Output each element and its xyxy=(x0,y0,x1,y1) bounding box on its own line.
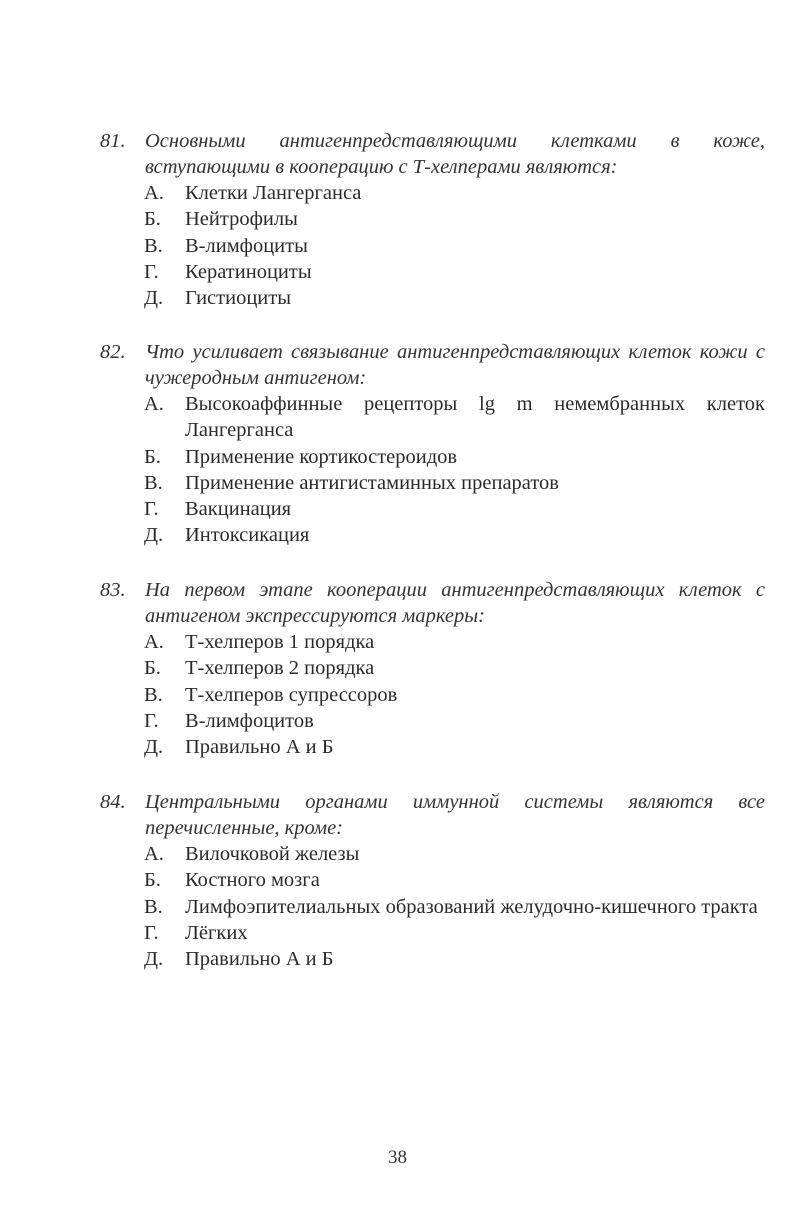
answer-text: Нейтрофилы xyxy=(185,208,298,231)
answer-text: Т-хелперов 2 порядка xyxy=(185,657,375,680)
answer-text: Применение кортикостероидов xyxy=(185,445,458,468)
answer-letter: Д. xyxy=(144,287,164,310)
answer-text: Правильно А и Б xyxy=(185,736,334,759)
answer-letter: В. xyxy=(144,234,163,257)
answer-text: Вилочковой железы xyxy=(185,843,360,865)
answer-option xyxy=(100,496,765,522)
answer-option xyxy=(100,894,765,920)
answer-letter: А. xyxy=(144,393,164,415)
answer-option xyxy=(100,444,765,470)
answer-text: Лимфоэпителиальных образований желудочно-кишечного тракта xyxy=(185,895,758,918)
question-stem xyxy=(100,339,765,391)
question-number: 81. xyxy=(100,130,126,152)
answer-text: В-лимфоцитов xyxy=(185,709,314,732)
answer-text: Лёгких xyxy=(185,921,248,944)
answer-option xyxy=(100,655,765,681)
answer-letter: Г. xyxy=(144,921,159,944)
answer-option xyxy=(100,920,765,946)
answer-letter: В. xyxy=(144,683,163,706)
answer-letter: Б. xyxy=(144,657,161,680)
answer-option xyxy=(100,470,765,496)
answer-text: Кератиноциты xyxy=(185,260,312,283)
question-81 xyxy=(100,128,765,311)
answer-text: Применение антигистаминных препаратов xyxy=(185,471,559,494)
answer-option xyxy=(100,391,765,444)
answer-text: Интоксикация xyxy=(185,524,310,547)
answer-option xyxy=(100,206,765,232)
answer-letter: А. xyxy=(144,631,164,653)
answer-text: Клетки Лангерганса xyxy=(185,182,362,204)
answer-letter: А. xyxy=(144,182,164,204)
question-number: 84. xyxy=(100,791,126,813)
question-83 xyxy=(100,577,765,760)
answer-list xyxy=(100,180,765,311)
answer-text: Правильно А и Б xyxy=(185,948,334,971)
answer-list xyxy=(100,629,765,760)
answer-text: В-лимфоциты xyxy=(185,234,308,257)
question-stem xyxy=(100,577,765,629)
answer-option xyxy=(100,629,765,655)
answer-letter: Г. xyxy=(144,498,159,521)
answer-option xyxy=(100,867,765,893)
answer-letter: Б. xyxy=(144,869,161,892)
answer-option xyxy=(100,259,765,285)
answer-text: Костного мозга xyxy=(185,869,320,892)
answer-list xyxy=(100,841,765,972)
question-stem xyxy=(100,789,765,841)
question-text: Центральными органами иммунной системы являются все перечисленные, кроме: xyxy=(145,791,765,839)
answer-text: Т-хелперов 1 порядка xyxy=(185,631,375,653)
page-number: 38 xyxy=(388,1147,407,1168)
answer-letter: Д. xyxy=(144,524,164,547)
answer-text: Гистиоциты xyxy=(185,287,291,310)
answer-option xyxy=(100,708,765,734)
question-number: 82. xyxy=(100,341,126,363)
answer-letter: Д. xyxy=(144,948,164,971)
answer-option xyxy=(100,946,765,972)
answer-letter: Б. xyxy=(144,208,161,231)
answer-letter: Г. xyxy=(144,709,159,732)
answer-letter: В. xyxy=(144,471,163,494)
question-text: Что усиливает связывание антигенпредставляющих клеток кожи с чужеродным антигеном: xyxy=(145,341,765,389)
answer-option xyxy=(100,682,765,708)
answer-option xyxy=(100,734,765,760)
answer-text: Вакцинация xyxy=(185,498,292,521)
answer-option xyxy=(100,522,765,548)
answer-option xyxy=(100,285,765,311)
answer-text: Высокоаффинные рецепторы lg m немембранных клеток Лангерганса xyxy=(185,393,765,442)
answer-option xyxy=(100,841,765,867)
answer-option xyxy=(100,180,765,206)
question-84 xyxy=(100,789,765,972)
answer-letter: Д. xyxy=(144,736,164,759)
question-text: На первом этапе кооперации антигенпредставляющих клеток с антигеном экспрессируются маркеры: xyxy=(145,579,765,627)
question-number: 83. xyxy=(100,579,126,601)
question-82 xyxy=(100,339,765,549)
answer-text: Т-хелперов супрессоров xyxy=(185,683,398,706)
question-text: Основными антигенпредставляющими клетками в коже, вступающими в кооперацию с Т-хелперами являются: xyxy=(145,130,765,178)
answer-list xyxy=(100,391,765,549)
question-stem xyxy=(100,128,765,180)
answer-letter: Б. xyxy=(144,445,161,468)
answer-letter: А. xyxy=(144,843,164,865)
answer-option xyxy=(100,233,765,259)
answer-letter: В. xyxy=(144,895,163,918)
answer-letter: Г. xyxy=(144,260,159,283)
